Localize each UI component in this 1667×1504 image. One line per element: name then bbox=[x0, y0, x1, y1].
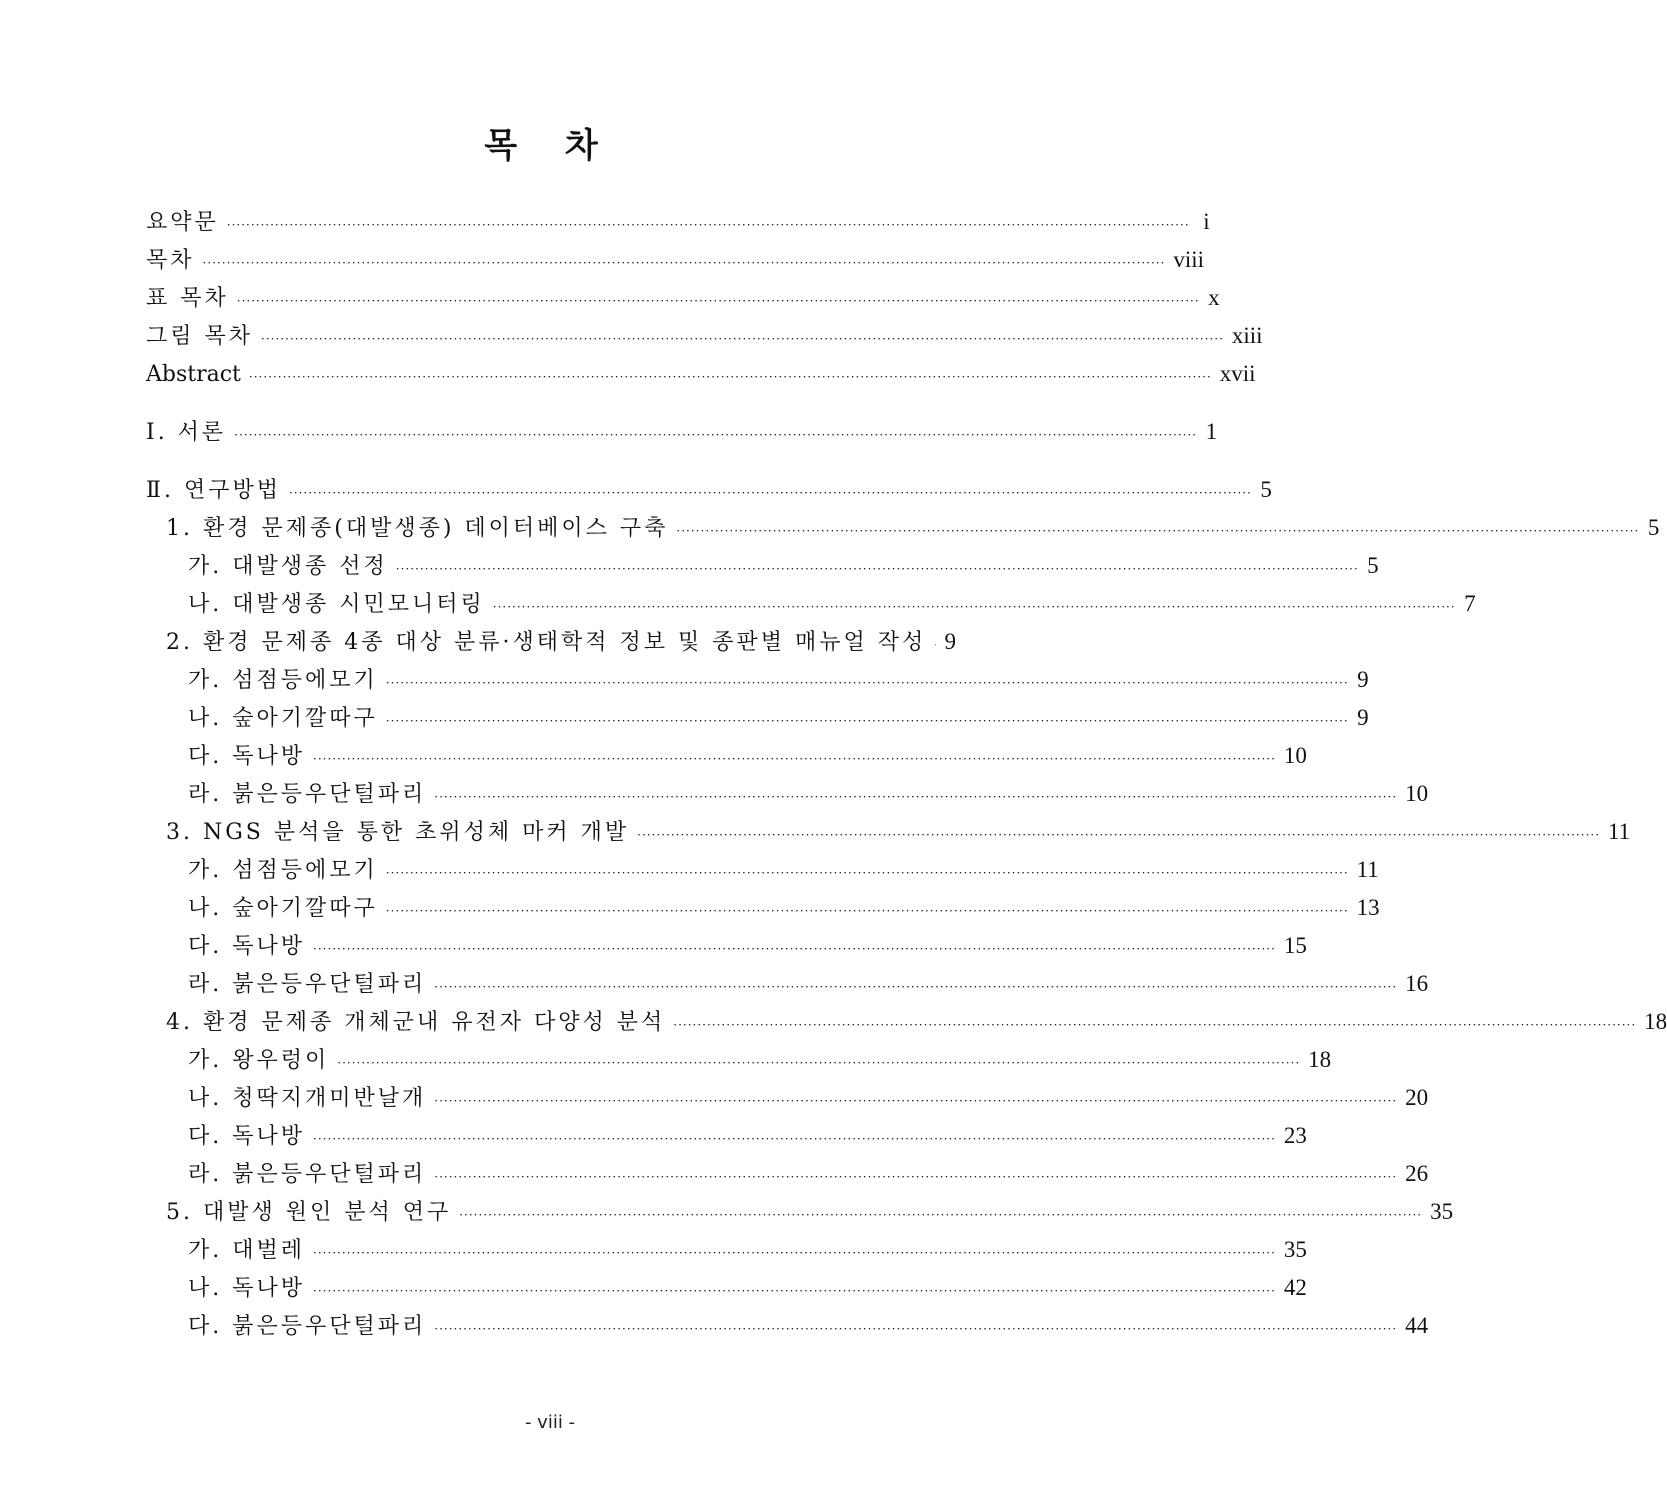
toc-entry-page: 10 bbox=[1405, 781, 1429, 806]
toc-entry[interactable] bbox=[146, 927, 1307, 965]
toc-entry-label: 5. 대발생 원인 분석 연구 bbox=[166, 1200, 452, 1225]
toc-entry-label: 나. 숲아기깔따구 bbox=[188, 706, 378, 731]
toc-entry-label: 요약문 bbox=[146, 210, 219, 235]
toc-entry-page: 18 bbox=[1308, 1047, 1332, 1072]
dot-leader: ········································································································································································································ bbox=[313, 942, 1276, 956]
toc-entry[interactable] bbox=[146, 241, 1205, 279]
toc-entry[interactable] bbox=[146, 355, 1256, 393]
dot-leader: ········································································································································································································ bbox=[673, 1018, 1637, 1032]
toc-entry-page: i bbox=[1203, 209, 1210, 234]
toc-entry-label: 4. 환경 문제종 개체군내 유전자 다양성 분석 bbox=[166, 1010, 666, 1035]
toc-entry[interactable] bbox=[146, 509, 1660, 547]
dot-leader: ········································································································································································································ bbox=[434, 1170, 1398, 1184]
dot-leader: ········································································································································································································ bbox=[385, 714, 1349, 728]
toc-entry-page: viii bbox=[1173, 247, 1205, 272]
toc-entry-label: 다. 붉은등우단털파리 bbox=[188, 1314, 427, 1339]
dot-leader bbox=[934, 626, 936, 664]
toc-entry-label: Abstract bbox=[146, 362, 241, 387]
toc-entry[interactable] bbox=[146, 317, 1263, 355]
dot-leader: ········································································································································································································ bbox=[459, 1208, 1423, 1222]
dot-leader: ········································································································································································································ bbox=[202, 256, 1166, 270]
toc-entry-label: 가. 왕우렁이 bbox=[188, 1048, 330, 1073]
toc-entry-label: 목차 bbox=[146, 248, 195, 273]
dot-leader: ········································································································································································································ bbox=[434, 980, 1398, 994]
toc-entry[interactable] bbox=[146, 699, 1369, 737]
dot-leader: ········································································································································································································ bbox=[385, 904, 1349, 918]
dot-leader: ········································································································································································································ bbox=[492, 600, 1456, 614]
toc-entry[interactable] bbox=[146, 1269, 1307, 1307]
dot-leader: ········································································································································································································ bbox=[288, 486, 1252, 500]
dot-leader: ········································································································································································································ bbox=[226, 218, 1190, 232]
dot-leader: ········································································································································································································ bbox=[395, 562, 1359, 576]
toc-entry[interactable] bbox=[146, 203, 1210, 241]
toc-entry-label: 다. 독나방 bbox=[188, 744, 305, 769]
toc-entry-page: 44 bbox=[1405, 1313, 1429, 1338]
toc-entry[interactable] bbox=[146, 775, 1429, 813]
toc-entry-label: 그림 목차 bbox=[146, 324, 254, 349]
toc-entry-label: 라. 붉은등우단털파리 bbox=[188, 1162, 427, 1187]
toc-entry-page: xiii bbox=[1231, 323, 1263, 348]
toc-entry[interactable] bbox=[146, 965, 1429, 1003]
dot-leader: ········································································································································································································ bbox=[313, 752, 1276, 766]
toc-entry-page: x bbox=[1208, 285, 1220, 310]
page-title: 목 차 bbox=[484, 126, 616, 166]
toc-entry-label: Ⅰ. 서론 bbox=[146, 420, 227, 445]
toc-entry-page: 20 bbox=[1405, 1085, 1429, 1110]
toc-entry[interactable] bbox=[146, 889, 1380, 927]
toc-entry[interactable] bbox=[146, 737, 1307, 775]
table-of-contents bbox=[146, 203, 1667, 1345]
toc-entry-label: 2. 환경 문제종 4종 대상 분류·생태학적 정보 및 종판별 매뉴얼 작성 bbox=[166, 630, 927, 655]
toc-entry-page: 13 bbox=[1356, 895, 1380, 920]
toc-entry-page: xvii bbox=[1219, 361, 1256, 386]
toc-entry-label: 나. 독나방 bbox=[188, 1276, 305, 1301]
toc-entry[interactable] bbox=[146, 585, 1476, 623]
dot-leader: ········································································································································································································ bbox=[434, 1322, 1398, 1336]
toc-entry-page: 26 bbox=[1405, 1161, 1429, 1186]
toc-entry-page: 42 bbox=[1283, 1275, 1307, 1300]
dot-leader: ········································································································································································································ bbox=[434, 1094, 1398, 1108]
toc-entry-label: Ⅱ. 연구방법 bbox=[146, 478, 281, 503]
toc-entry[interactable] bbox=[146, 471, 1272, 509]
toc-entry-page: 23 bbox=[1283, 1123, 1307, 1148]
toc-entry-page: 15 bbox=[1283, 933, 1307, 958]
toc-entry-label: 가. 대발생종 선정 bbox=[188, 554, 388, 579]
dot-leader: ········································································································································································································ bbox=[434, 790, 1398, 804]
toc-entry[interactable] bbox=[146, 661, 1369, 699]
toc-entry-page: 16 bbox=[1405, 971, 1429, 996]
page-number-footer: - viii - bbox=[524, 1412, 576, 1433]
toc-entry[interactable] bbox=[146, 547, 1379, 585]
toc-entry-page: 7 bbox=[1464, 591, 1476, 616]
toc-entry-label: 다. 독나방 bbox=[188, 934, 305, 959]
toc-entry-label: 가. 섬점등에모기 bbox=[188, 668, 378, 693]
dot-leader: ········································································································································································································ bbox=[385, 676, 1349, 690]
toc-entry-page: 1 bbox=[1205, 419, 1218, 444]
toc-entry[interactable] bbox=[146, 623, 956, 661]
toc-entry[interactable] bbox=[146, 851, 1379, 889]
dot-leader: ········································································································································································································ bbox=[236, 294, 1200, 308]
toc-entry[interactable] bbox=[146, 1155, 1429, 1193]
toc-entry[interactable] bbox=[146, 1231, 1307, 1269]
toc-entry-page: 35 bbox=[1430, 1199, 1454, 1224]
dot-leader: ········································································································································································································ bbox=[261, 332, 1224, 346]
dot-leader: ········································································································································································································ bbox=[248, 370, 1212, 384]
toc-entry-page: 11 bbox=[1608, 819, 1631, 844]
toc-entry-page: 5 bbox=[1367, 553, 1379, 578]
toc-entry-page: 10 bbox=[1283, 743, 1307, 768]
toc-entry-label: 라. 붉은등우단털파리 bbox=[188, 782, 427, 807]
toc-entry-label: 나. 대발생종 시민모니터링 bbox=[188, 592, 485, 617]
toc-entry-page: 9 bbox=[944, 629, 956, 654]
toc-entry-label: 다. 독나방 bbox=[188, 1124, 305, 1149]
toc-entry[interactable] bbox=[146, 279, 1220, 317]
toc-entry-label: 1. 환경 문제종(대발생종) 데이터베이스 구축 bbox=[166, 516, 669, 541]
dot-leader: ········································································································································································································ bbox=[637, 828, 1601, 842]
toc-entry-page: 5 bbox=[1647, 515, 1660, 540]
toc-entry[interactable] bbox=[146, 1003, 1667, 1041]
toc-entry[interactable] bbox=[146, 1117, 1307, 1155]
toc-entry[interactable] bbox=[146, 813, 1631, 851]
toc-entry[interactable] bbox=[146, 1079, 1429, 1117]
toc-entry-label: 나. 숲아기깔따구 bbox=[188, 896, 378, 921]
toc-entry[interactable] bbox=[146, 413, 1218, 451]
toc-entry-page: 35 bbox=[1283, 1237, 1307, 1262]
toc-entry-label: 가. 대벌레 bbox=[188, 1238, 305, 1263]
toc-entry-label: 표 목차 bbox=[146, 286, 229, 311]
toc-entry-page: 11 bbox=[1356, 857, 1379, 882]
toc-entry[interactable] bbox=[146, 1307, 1429, 1345]
toc-entry-label: 3. NGS 분석을 통한 초위성체 마커 개발 bbox=[166, 820, 630, 845]
toc-entry-label: 가. 섬점등에모기 bbox=[188, 858, 378, 883]
toc-entry-label: 라. 붉은등우단털파리 bbox=[188, 972, 427, 997]
toc-entry-label: 나. 청딱지개미반날개 bbox=[188, 1086, 427, 1111]
dot-leader: ········································································································································································································ bbox=[676, 524, 1640, 538]
dot-leader: ········································································································································································································ bbox=[313, 1132, 1276, 1146]
dot-leader: ········································································································································································································ bbox=[337, 1056, 1301, 1070]
toc-entry-page: 9 bbox=[1357, 667, 1369, 692]
toc-entry[interactable] bbox=[146, 1193, 1454, 1231]
dot-leader: ········································································································································································································ bbox=[234, 428, 1198, 442]
dot-leader: ········································································································································································································ bbox=[385, 866, 1349, 880]
toc-entry-page: 5 bbox=[1260, 477, 1272, 502]
dot-leader: ········································································································································································································ bbox=[313, 1246, 1276, 1260]
toc-entry-page: 18 bbox=[1644, 1009, 1667, 1034]
toc-entry-page: 9 bbox=[1357, 705, 1369, 730]
dot-leader: ········································································································································································································ bbox=[313, 1284, 1276, 1298]
toc-entry[interactable] bbox=[146, 1041, 1332, 1079]
